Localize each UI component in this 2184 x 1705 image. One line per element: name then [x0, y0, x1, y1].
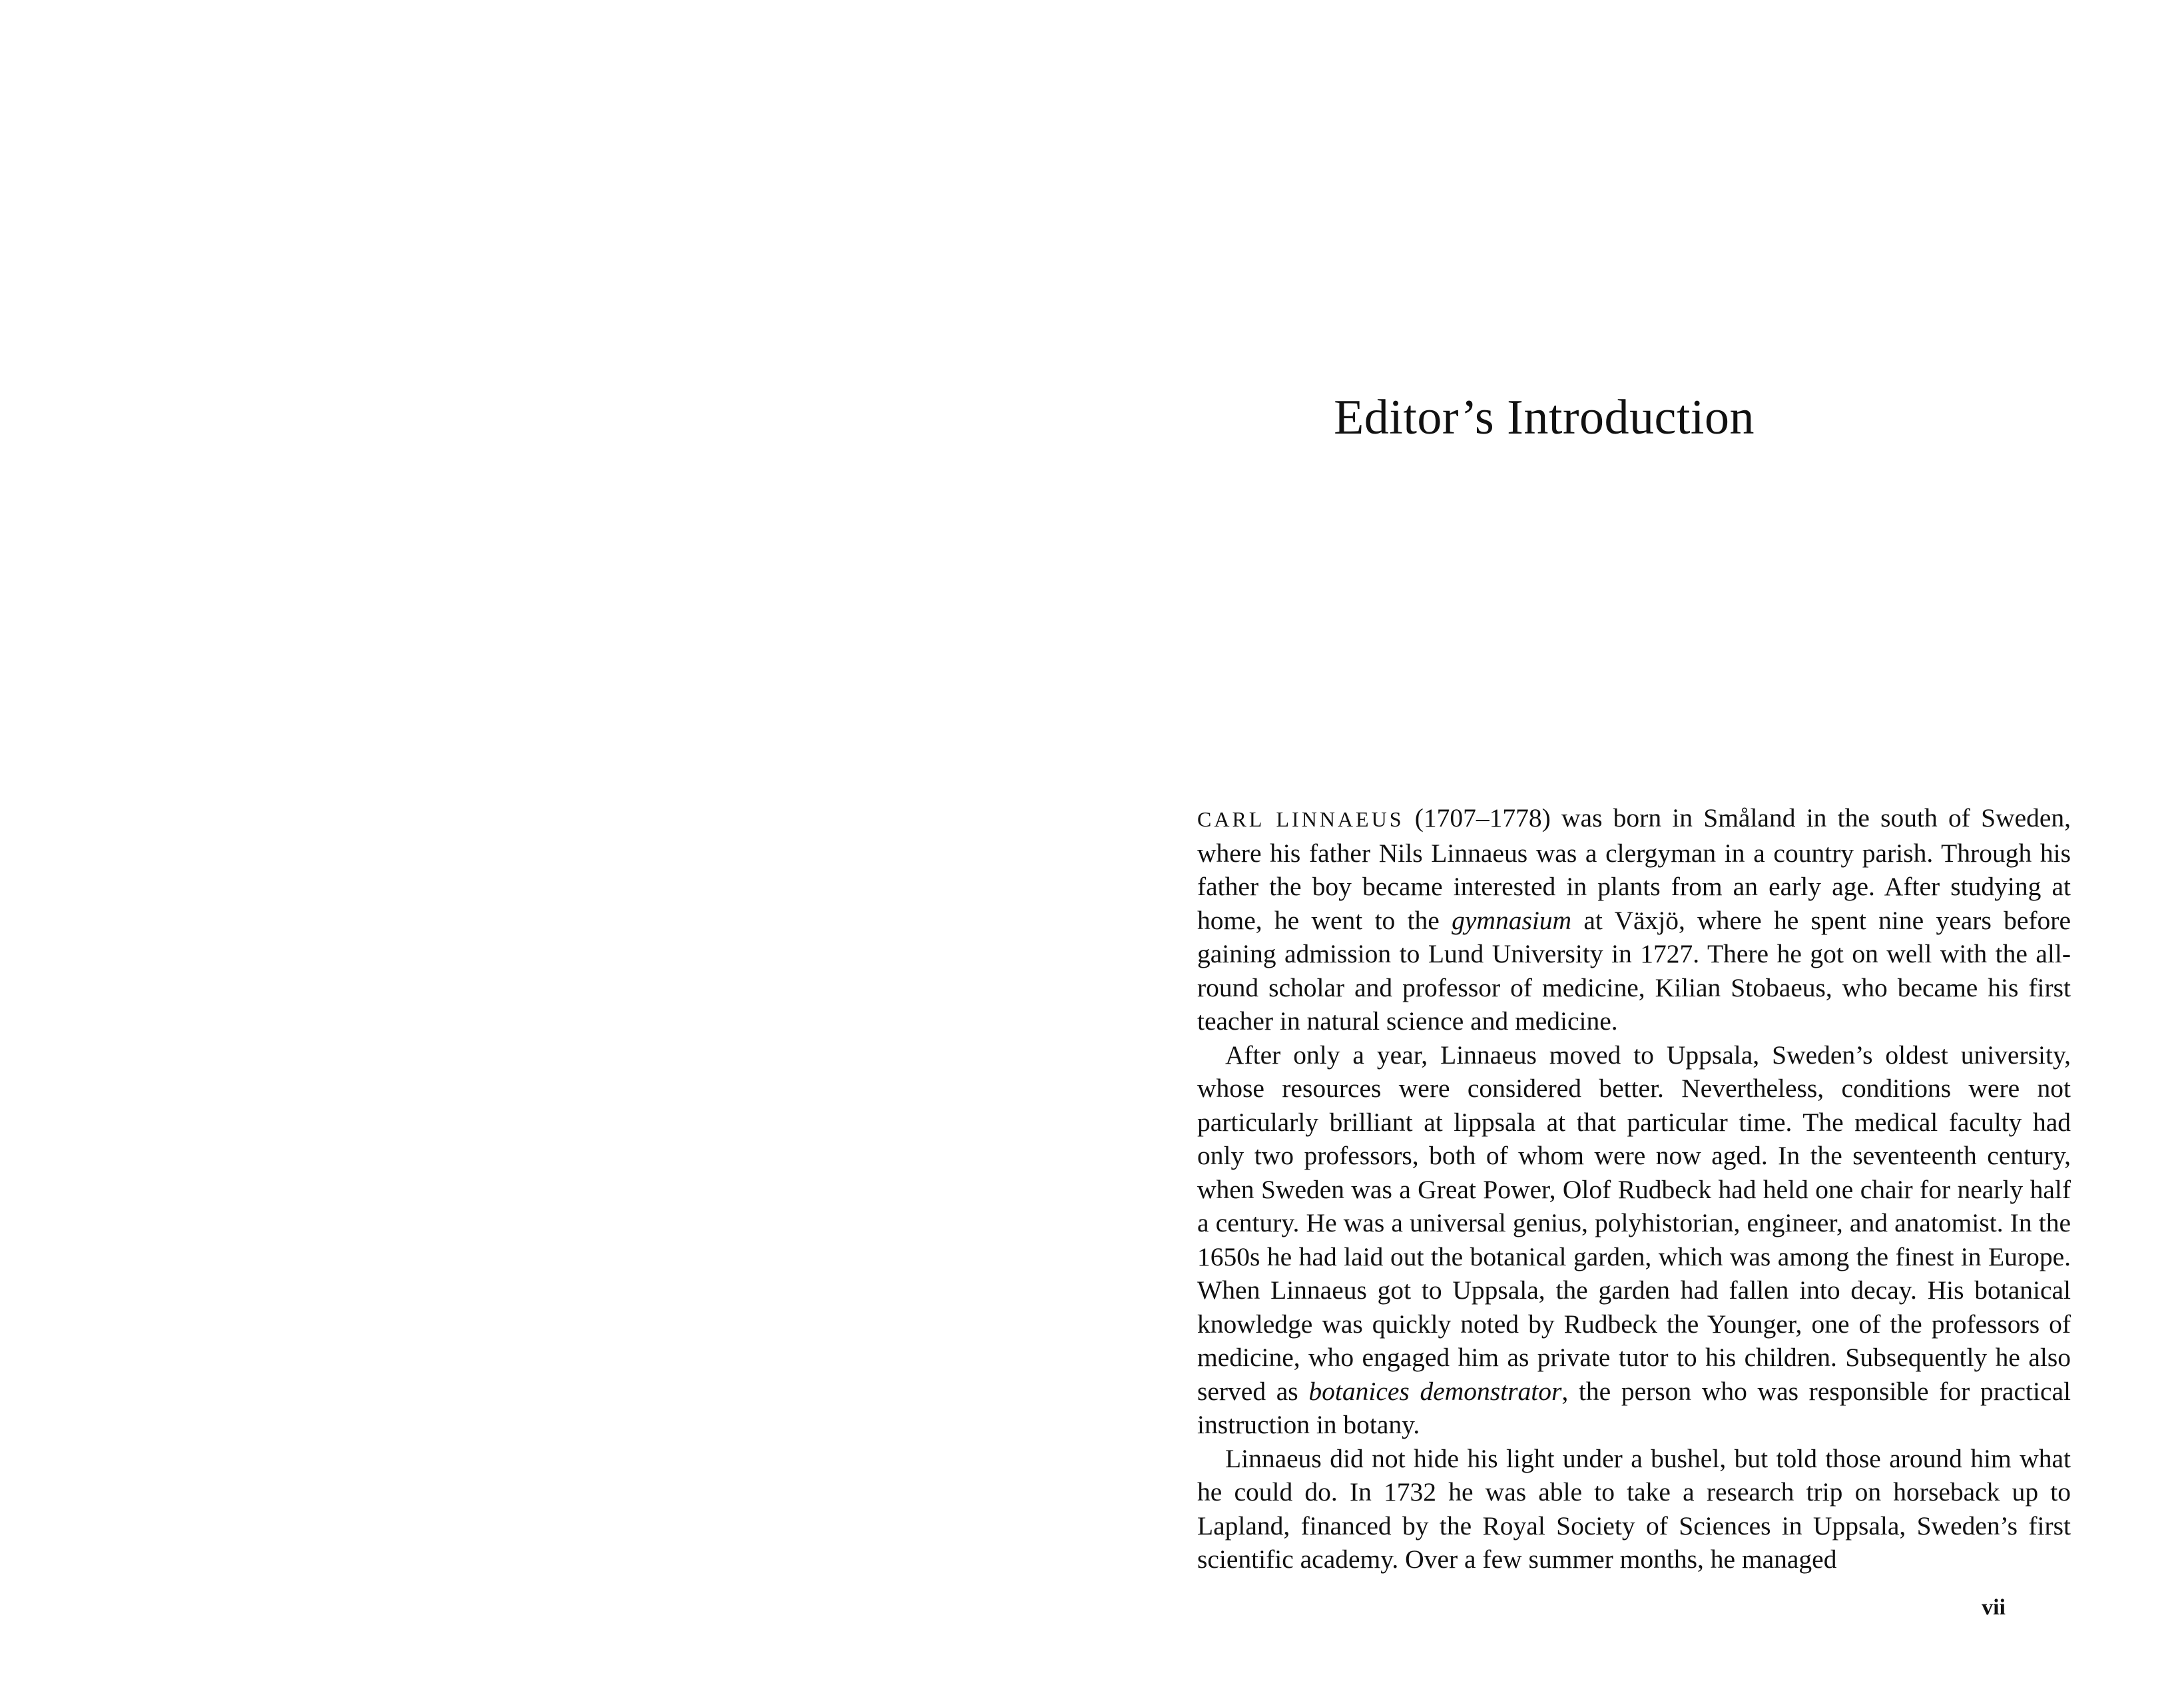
paragraph-text: (1707–1778) was born in Småland in the south of Sweden, where his father Nils Linnaeus was a clergyman in a country parish. Through his father the boy became interested in plants from an early age. After studying at home, he went to the	[1197, 803, 2071, 935]
paragraph-text: at Växjö, where he spent nine years before gaining admission to Lund University in 1727. There he got on well with the all-round scholar and professor of medicine, Kilian Stobaeus, who became his first teacher in natural science and medicine.	[1197, 905, 2071, 1036]
paragraph-3	[1197, 1442, 2071, 1576]
paragraph-text: After only a year, Linnaeus moved to Uppsala, Sweden’s oldest university, whose resources were considered better. Nevertheless, conditions were not particularly brilliant at lippsala at that particular time. The medical faculty had only two professors, both of whom were now aged. In the seventeenth century, when Sweden was a Great Power, Olof Rudbeck had held one chair for nearly half a century. He was a universal genius, polyhistorian, engineer, and anatomist. In the 1650s he had laid out the botanical garden, which was among the finest in Europe. When Linnaeus got to Uppsala, the garden had fallen into decay. His botanical knowledge was quickly noted by Rudbeck the Younger, one of the professors of medicine, who engaged him as private tutor to his children. Subsequently he also served as	[1197, 1040, 2071, 1406]
paragraph-text: , the person who was responsible for practical instruction in botany.	[1197, 1376, 2071, 1439]
page-number: vii	[1982, 1595, 2006, 1620]
italic-term: gymnasium	[1452, 905, 1572, 935]
lead-smallcaps: CARL LINNAEUS	[1197, 807, 1404, 831]
paragraph-1	[1197, 801, 2071, 1038]
body-text	[1197, 801, 2071, 1576]
paragraph-2	[1197, 1038, 2071, 1442]
paragraph-text: Linnaeus did not hide his light under a bushel, but told those around him what he could do. In 1732 he was able to take a research trip on horseback up to Lapland, financed by the Royal Society of Sciences in Uppsala, Sweden’s first scientific academy. Over a few summer months, he managed	[1197, 1443, 2071, 1574]
italic-term: botanices demonstrator	[1308, 1376, 1562, 1406]
chapter-title: Editor’s Introduction	[1334, 390, 1755, 445]
